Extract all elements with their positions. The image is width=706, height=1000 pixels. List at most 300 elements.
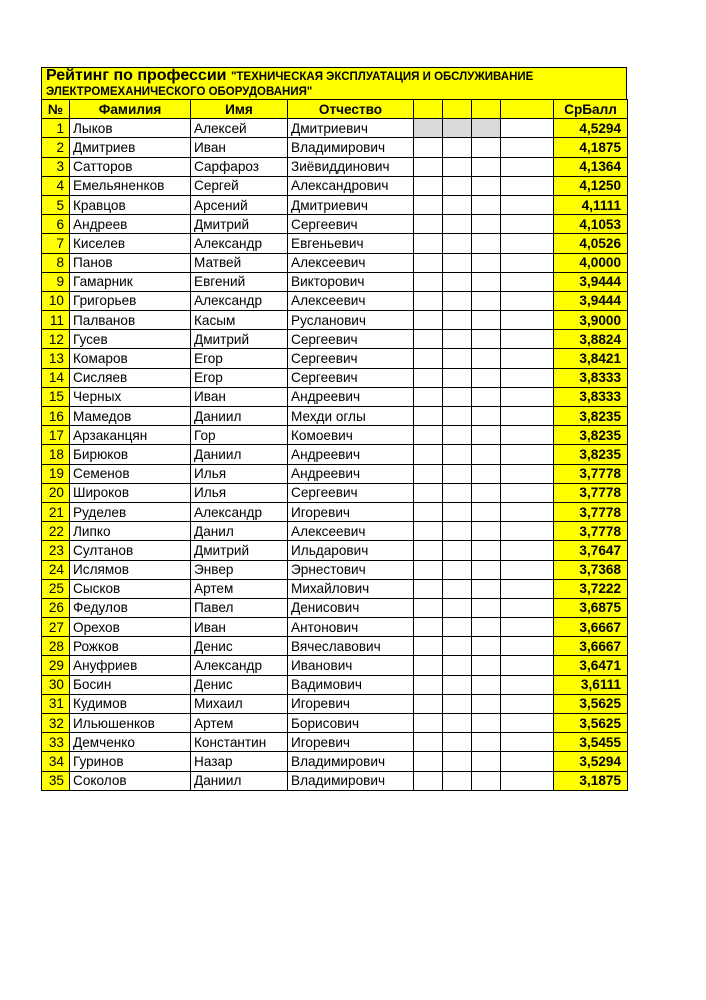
row-patronymic: Алексеевич bbox=[288, 253, 414, 272]
row-empty bbox=[414, 637, 443, 656]
row-empty bbox=[501, 138, 554, 157]
table-row bbox=[42, 522, 628, 541]
row-patronymic: Андреевич bbox=[288, 445, 414, 464]
row-empty bbox=[443, 445, 472, 464]
title-sub: "ТЕХНИЧЕСКАЯ ЭКСПЛУАТАЦИЯ И ОБСЛУЖИВАНИЕ ЭЛЕКТРОМЕХАНИЧЕСКОГО ОБОРУДОВАНИЯ" bbox=[46, 71, 534, 98]
row-num: 14 bbox=[42, 368, 70, 387]
row-empty bbox=[501, 426, 554, 445]
row-empty bbox=[414, 598, 443, 617]
row-score: 3,8333 bbox=[554, 387, 628, 406]
row-score: 3,7647 bbox=[554, 541, 628, 560]
row-surname: Ислямов bbox=[70, 560, 191, 579]
table-row bbox=[42, 752, 628, 771]
row-empty bbox=[443, 522, 472, 541]
row-surname: Гусев bbox=[70, 330, 191, 349]
table-row bbox=[42, 714, 628, 733]
row-patronymic: Борисович bbox=[288, 714, 414, 733]
row-name: Иван bbox=[191, 387, 288, 406]
row-surname: Гуринов bbox=[70, 752, 191, 771]
row-empty bbox=[414, 464, 443, 483]
row-empty bbox=[501, 157, 554, 176]
row-empty bbox=[501, 234, 554, 253]
row-num: 8 bbox=[42, 253, 70, 272]
row-name: Даниил bbox=[191, 771, 288, 790]
row-empty bbox=[443, 330, 472, 349]
row-surname: Босин bbox=[70, 675, 191, 694]
row-empty bbox=[501, 119, 554, 138]
row-name: Александр bbox=[191, 291, 288, 310]
row-empty bbox=[443, 291, 472, 310]
table-row bbox=[42, 579, 628, 598]
row-empty bbox=[443, 598, 472, 617]
row-surname: Киселев bbox=[70, 234, 191, 253]
rating-sheet bbox=[41, 67, 627, 791]
table-row bbox=[42, 407, 628, 426]
table-row bbox=[42, 291, 628, 310]
row-surname: Орехов bbox=[70, 618, 191, 637]
row-surname: Демченко bbox=[70, 733, 191, 752]
row-surname: Султанов bbox=[70, 541, 191, 560]
row-empty bbox=[501, 560, 554, 579]
row-name: Павел bbox=[191, 598, 288, 617]
row-surname: Ильюшенков bbox=[70, 714, 191, 733]
row-num: 31 bbox=[42, 694, 70, 713]
row-empty bbox=[414, 368, 443, 387]
row-surname: Мамедов bbox=[70, 407, 191, 426]
row-empty bbox=[472, 368, 501, 387]
row-num: 12 bbox=[42, 330, 70, 349]
row-empty bbox=[443, 733, 472, 752]
row-surname: Комаров bbox=[70, 349, 191, 368]
row-empty bbox=[501, 483, 554, 502]
row-empty bbox=[443, 253, 472, 272]
row-empty bbox=[443, 483, 472, 502]
row-patronymic: Михайлович bbox=[288, 579, 414, 598]
row-empty bbox=[414, 426, 443, 445]
row-num: 32 bbox=[42, 714, 70, 733]
row-num: 9 bbox=[42, 272, 70, 291]
row-empty bbox=[414, 618, 443, 637]
row-name: Арсений bbox=[191, 195, 288, 214]
row-empty bbox=[472, 675, 501, 694]
row-empty bbox=[472, 714, 501, 733]
row-empty bbox=[501, 579, 554, 598]
row-patronymic: Зиёвиддинович bbox=[288, 157, 414, 176]
row-score: 3,7778 bbox=[554, 502, 628, 521]
header-empty bbox=[472, 100, 501, 119]
row-score: 3,9444 bbox=[554, 272, 628, 291]
row-num: 1 bbox=[42, 119, 70, 138]
row-score: 3,5625 bbox=[554, 694, 628, 713]
row-empty bbox=[472, 157, 501, 176]
header-surname: Фамилия bbox=[70, 100, 191, 119]
row-empty bbox=[501, 176, 554, 195]
row-num: 29 bbox=[42, 656, 70, 675]
row-empty bbox=[414, 387, 443, 406]
row-surname: Бирюков bbox=[70, 445, 191, 464]
header-row bbox=[42, 100, 628, 119]
row-patronymic: Дмитриевич bbox=[288, 195, 414, 214]
row-num: 10 bbox=[42, 291, 70, 310]
row-empty bbox=[443, 387, 472, 406]
row-empty bbox=[443, 157, 472, 176]
row-num: 30 bbox=[42, 675, 70, 694]
table-row bbox=[42, 311, 628, 330]
row-patronymic: Алексеевич bbox=[288, 291, 414, 310]
title-main: Рейтинг по профессии bbox=[46, 67, 227, 84]
row-empty bbox=[501, 502, 554, 521]
row-empty bbox=[472, 426, 501, 445]
row-patronymic: Андреевич bbox=[288, 387, 414, 406]
row-empty bbox=[472, 502, 501, 521]
row-empty bbox=[443, 464, 472, 483]
row-surname: Ануфриев bbox=[70, 656, 191, 675]
row-patronymic: Сергеевич bbox=[288, 483, 414, 502]
table-row bbox=[42, 272, 628, 291]
row-score: 3,1875 bbox=[554, 771, 628, 790]
row-surname: Липко bbox=[70, 522, 191, 541]
row-score: 3,7778 bbox=[554, 483, 628, 502]
row-patronymic: Сергеевич bbox=[288, 349, 414, 368]
row-empty bbox=[443, 541, 472, 560]
row-patronymic: Денисович bbox=[288, 598, 414, 617]
row-empty bbox=[443, 119, 472, 138]
table-row bbox=[42, 253, 628, 272]
row-empty bbox=[443, 426, 472, 445]
row-empty bbox=[472, 253, 501, 272]
row-num: 17 bbox=[42, 426, 70, 445]
row-empty bbox=[501, 618, 554, 637]
row-surname: Кравцов bbox=[70, 195, 191, 214]
row-num: 33 bbox=[42, 733, 70, 752]
row-name: Сергей bbox=[191, 176, 288, 195]
table-row bbox=[42, 502, 628, 521]
row-patronymic: Александрович bbox=[288, 176, 414, 195]
row-score: 3,9444 bbox=[554, 291, 628, 310]
table-row bbox=[42, 349, 628, 368]
row-empty bbox=[414, 291, 443, 310]
table-row bbox=[42, 445, 628, 464]
row-empty bbox=[414, 330, 443, 349]
row-num: 15 bbox=[42, 387, 70, 406]
table-row bbox=[42, 176, 628, 195]
row-empty bbox=[414, 445, 443, 464]
row-num: 25 bbox=[42, 579, 70, 598]
row-empty bbox=[472, 407, 501, 426]
table-row bbox=[42, 138, 628, 157]
row-empty bbox=[414, 579, 443, 598]
row-surname: Широков bbox=[70, 483, 191, 502]
row-patronymic: Мехди оглы bbox=[288, 407, 414, 426]
row-num: 16 bbox=[42, 407, 70, 426]
row-patronymic: Сергеевич bbox=[288, 330, 414, 349]
row-patronymic: Евгеньевич bbox=[288, 234, 414, 253]
row-name: Илья bbox=[191, 483, 288, 502]
row-empty bbox=[443, 752, 472, 771]
row-name: Даниил bbox=[191, 445, 288, 464]
row-name: Егор bbox=[191, 349, 288, 368]
row-empty bbox=[443, 771, 472, 790]
row-empty bbox=[443, 195, 472, 214]
table-row bbox=[42, 157, 628, 176]
table-row bbox=[42, 598, 628, 617]
row-empty bbox=[414, 195, 443, 214]
row-empty bbox=[501, 541, 554, 560]
row-score: 4,1364 bbox=[554, 157, 628, 176]
row-empty bbox=[414, 483, 443, 502]
row-score: 4,5294 bbox=[554, 119, 628, 138]
row-empty bbox=[501, 771, 554, 790]
row-patronymic: Игоревич bbox=[288, 502, 414, 521]
row-num: 7 bbox=[42, 234, 70, 253]
row-empty bbox=[414, 407, 443, 426]
header-empty bbox=[501, 100, 554, 119]
row-empty bbox=[501, 195, 554, 214]
row-empty bbox=[414, 157, 443, 176]
row-empty bbox=[443, 579, 472, 598]
row-empty bbox=[501, 714, 554, 733]
rating-table bbox=[41, 99, 628, 791]
table-row bbox=[42, 656, 628, 675]
row-empty bbox=[472, 387, 501, 406]
row-name: Константин bbox=[191, 733, 288, 752]
row-patronymic: Антонович bbox=[288, 618, 414, 637]
row-patronymic: Русланович bbox=[288, 311, 414, 330]
row-score: 3,5625 bbox=[554, 714, 628, 733]
row-name: Дмитрий bbox=[191, 215, 288, 234]
table-row bbox=[42, 234, 628, 253]
row-surname: Гамарник bbox=[70, 272, 191, 291]
row-empty bbox=[501, 694, 554, 713]
row-patronymic: Иванович bbox=[288, 656, 414, 675]
row-empty bbox=[443, 618, 472, 637]
row-num: 27 bbox=[42, 618, 70, 637]
row-score: 3,6111 bbox=[554, 675, 628, 694]
row-empty bbox=[414, 215, 443, 234]
table-row bbox=[42, 195, 628, 214]
row-score: 3,5455 bbox=[554, 733, 628, 752]
row-empty bbox=[414, 522, 443, 541]
row-empty bbox=[414, 349, 443, 368]
row-empty bbox=[414, 502, 443, 521]
row-patronymic: Дмитриевич bbox=[288, 119, 414, 138]
row-empty bbox=[501, 253, 554, 272]
table-row bbox=[42, 330, 628, 349]
row-patronymic: Владимирович bbox=[288, 138, 414, 157]
row-surname: Андреев bbox=[70, 215, 191, 234]
row-name: Александр bbox=[191, 234, 288, 253]
row-score: 3,5294 bbox=[554, 752, 628, 771]
row-num: 5 bbox=[42, 195, 70, 214]
table-row bbox=[42, 119, 628, 138]
row-score: 3,6667 bbox=[554, 618, 628, 637]
row-score: 4,0000 bbox=[554, 253, 628, 272]
header-score: СрБалл bbox=[554, 100, 628, 119]
row-name: Гор bbox=[191, 426, 288, 445]
row-empty bbox=[443, 349, 472, 368]
row-empty bbox=[443, 272, 472, 291]
row-surname: Соколов bbox=[70, 771, 191, 790]
row-name: Алексей bbox=[191, 119, 288, 138]
row-score: 3,7778 bbox=[554, 522, 628, 541]
row-patronymic: Алексеевич bbox=[288, 522, 414, 541]
row-name: Денис bbox=[191, 675, 288, 694]
row-surname: Сисляев bbox=[70, 368, 191, 387]
row-empty bbox=[414, 733, 443, 752]
row-num: 18 bbox=[42, 445, 70, 464]
row-empty bbox=[501, 368, 554, 387]
row-empty bbox=[414, 119, 443, 138]
header-num: № bbox=[42, 100, 70, 119]
row-name: Егор bbox=[191, 368, 288, 387]
row-empty bbox=[414, 771, 443, 790]
row-patronymic: Эрнестович bbox=[288, 560, 414, 579]
row-patronymic: Владимирович bbox=[288, 771, 414, 790]
row-surname: Семенов bbox=[70, 464, 191, 483]
row-name: Даниил bbox=[191, 407, 288, 426]
row-patronymic: Комоевич bbox=[288, 426, 414, 445]
row-score: 3,8235 bbox=[554, 407, 628, 426]
row-empty bbox=[443, 311, 472, 330]
row-empty bbox=[501, 675, 554, 694]
row-name: Иван bbox=[191, 138, 288, 157]
row-name: Иван bbox=[191, 618, 288, 637]
row-patronymic: Игоревич bbox=[288, 733, 414, 752]
row-num: 6 bbox=[42, 215, 70, 234]
row-patronymic: Владимирович bbox=[288, 752, 414, 771]
row-name: Дмитрий bbox=[191, 330, 288, 349]
row-surname: Сатторов bbox=[70, 157, 191, 176]
row-surname: Дмитриев bbox=[70, 138, 191, 157]
row-name: Артем bbox=[191, 714, 288, 733]
row-name: Евгений bbox=[191, 272, 288, 291]
row-score: 3,6875 bbox=[554, 598, 628, 617]
row-empty bbox=[414, 752, 443, 771]
row-patronymic: Викторович bbox=[288, 272, 414, 291]
row-empty bbox=[501, 733, 554, 752]
row-score: 3,7222 bbox=[554, 579, 628, 598]
row-num: 23 bbox=[42, 541, 70, 560]
row-empty bbox=[472, 291, 501, 310]
row-score: 3,8421 bbox=[554, 349, 628, 368]
row-num: 13 bbox=[42, 349, 70, 368]
row-surname: Руделев bbox=[70, 502, 191, 521]
row-patronymic: Андреевич bbox=[288, 464, 414, 483]
row-empty bbox=[414, 272, 443, 291]
row-score: 4,1053 bbox=[554, 215, 628, 234]
table-row bbox=[42, 464, 628, 483]
row-empty bbox=[443, 407, 472, 426]
row-surname: Палванов bbox=[70, 311, 191, 330]
header-name: Имя bbox=[191, 100, 288, 119]
row-empty bbox=[443, 176, 472, 195]
row-name: Михаил bbox=[191, 694, 288, 713]
row-surname: Арзаканцян bbox=[70, 426, 191, 445]
row-num: 3 bbox=[42, 157, 70, 176]
row-empty bbox=[472, 176, 501, 195]
row-name: Денис bbox=[191, 637, 288, 656]
row-empty bbox=[472, 522, 501, 541]
row-empty bbox=[501, 656, 554, 675]
row-num: 11 bbox=[42, 311, 70, 330]
row-empty bbox=[443, 215, 472, 234]
row-num: 20 bbox=[42, 483, 70, 502]
row-empty bbox=[414, 656, 443, 675]
row-name: Илья bbox=[191, 464, 288, 483]
row-empty bbox=[414, 560, 443, 579]
header-empty bbox=[414, 100, 443, 119]
row-empty bbox=[501, 387, 554, 406]
row-empty bbox=[501, 752, 554, 771]
row-empty bbox=[472, 733, 501, 752]
row-name: Назар bbox=[191, 752, 288, 771]
row-patronymic: Сергеевич bbox=[288, 215, 414, 234]
row-empty bbox=[501, 522, 554, 541]
row-empty bbox=[472, 272, 501, 291]
row-num: 19 bbox=[42, 464, 70, 483]
row-empty bbox=[501, 272, 554, 291]
row-name: Сарфароз bbox=[191, 157, 288, 176]
row-num: 22 bbox=[42, 522, 70, 541]
table-row bbox=[42, 483, 628, 502]
row-empty bbox=[443, 560, 472, 579]
row-empty bbox=[501, 598, 554, 617]
row-empty bbox=[501, 349, 554, 368]
row-score: 4,1875 bbox=[554, 138, 628, 157]
row-name: Касым bbox=[191, 311, 288, 330]
row-score: 3,7778 bbox=[554, 464, 628, 483]
row-name: Александр bbox=[191, 656, 288, 675]
row-score: 3,7368 bbox=[554, 560, 628, 579]
row-empty bbox=[472, 598, 501, 617]
row-empty bbox=[443, 656, 472, 675]
table-row bbox=[42, 387, 628, 406]
row-surname: Панов bbox=[70, 253, 191, 272]
row-surname: Кудимов bbox=[70, 694, 191, 713]
row-name: Александр bbox=[191, 502, 288, 521]
row-empty bbox=[443, 675, 472, 694]
row-surname: Рожков bbox=[70, 637, 191, 656]
row-empty bbox=[472, 579, 501, 598]
row-name: Артем bbox=[191, 579, 288, 598]
row-empty bbox=[472, 752, 501, 771]
row-name: Матвей bbox=[191, 253, 288, 272]
row-empty bbox=[472, 234, 501, 253]
table-row bbox=[42, 541, 628, 560]
row-empty bbox=[472, 349, 501, 368]
row-empty bbox=[414, 694, 443, 713]
row-score: 3,9000 bbox=[554, 311, 628, 330]
table-row bbox=[42, 637, 628, 656]
row-num: 28 bbox=[42, 637, 70, 656]
row-empty bbox=[472, 637, 501, 656]
row-score: 4,0526 bbox=[554, 234, 628, 253]
row-empty bbox=[443, 502, 472, 521]
row-empty bbox=[472, 560, 501, 579]
row-empty bbox=[472, 445, 501, 464]
row-surname: Сысков bbox=[70, 579, 191, 598]
row-surname: Емельяненков bbox=[70, 176, 191, 195]
row-empty bbox=[472, 311, 501, 330]
row-patronymic: Ильдарович bbox=[288, 541, 414, 560]
row-surname: Черных bbox=[70, 387, 191, 406]
row-score: 4,1111 bbox=[554, 195, 628, 214]
row-empty bbox=[414, 138, 443, 157]
row-patronymic: Сергеевич bbox=[288, 368, 414, 387]
table-row bbox=[42, 618, 628, 637]
sheet-title bbox=[41, 67, 627, 99]
row-num: 24 bbox=[42, 560, 70, 579]
